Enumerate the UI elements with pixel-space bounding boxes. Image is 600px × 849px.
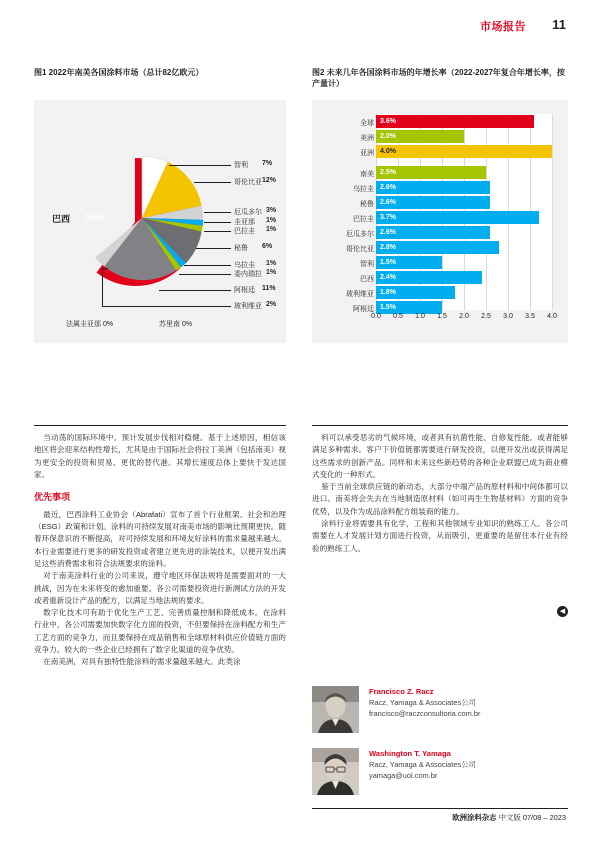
bar-value-brazil: 2.4%: [380, 274, 396, 281]
bar-label-argentina: 阿根廷: [353, 306, 374, 313]
xtick-7: 3.5: [525, 313, 535, 320]
end-of-article-icon: ◀: [557, 606, 568, 617]
bar-value-global: 3.6%: [380, 118, 396, 125]
bar-asia: [376, 145, 552, 158]
bar-label-chile: 智利: [360, 261, 374, 268]
footer-magazine: 欧洲涂料杂志: [452, 813, 497, 822]
pie-legend-value-ecuador: 3%: [266, 207, 277, 214]
bar-value-south-america: 2.5%: [380, 169, 396, 176]
bar-global: [376, 115, 534, 128]
author-email[interactable]: yamaga@uol.com.br: [369, 771, 438, 780]
bar-row-chile: [360, 256, 552, 269]
bar-value-argentina: 1.5%: [380, 304, 396, 311]
bar-row-americas: [360, 130, 552, 143]
bar-value-americas: 2.0%: [380, 133, 396, 140]
bar-row-peru: [360, 196, 552, 209]
bar-row-asia: [360, 145, 552, 158]
paragraph: 数字化技术可有助于优化生产工艺、完善质量控制和降低成本。在涂料行业中，各公司需要加快数字化方面的投资，不但要保持在涂料配方和生产工艺方面的竞争力，而且要保持在成品销售和全球原材料供应价值链方面的竞争力。较大的一些企业已经拥有了数字化渠道的竞争优势。: [34, 608, 286, 655]
pie-legend-value-bolivia: 2%: [266, 301, 277, 308]
pie-value-brazil: 55%: [86, 212, 105, 222]
bar-label-global: 全球: [360, 120, 374, 127]
pie-legend-value-guyana: 1%: [266, 217, 277, 224]
pie-label-suriname: 苏里南 0%: [159, 321, 193, 328]
bar-row-colombia: [346, 241, 552, 254]
pie-legend-label-venezuela: 委内瑞拉: [234, 271, 262, 278]
pie-legend-value-venezuela: 1%: [266, 269, 277, 276]
xtick-0: 0.0: [371, 313, 381, 320]
bar-value-chile: 1.5%: [380, 259, 396, 266]
bar-row-ecuador: [346, 226, 552, 239]
bar-label-asia: 亚洲: [360, 150, 374, 157]
xtick-6: 3.0: [503, 313, 513, 320]
footer-rule: [312, 808, 568, 809]
xtick-3: 1.5: [437, 313, 447, 320]
pie-legend-value-paraguay: 1%: [266, 226, 277, 233]
pie-wrapper: [34, 100, 286, 343]
pie-legend-label-argentina: 阿根廷: [234, 287, 255, 294]
bar-row-uruguay: [353, 181, 552, 194]
page-number: 11: [552, 17, 566, 32]
xtick-4: 2.0: [459, 313, 469, 320]
bar-paraguay: [376, 211, 539, 224]
pie-legend-label-chile: 智利: [234, 162, 248, 169]
author-org: Racz, Yamaga & Associates公司: [369, 698, 476, 707]
bar-row-bolivia: [346, 286, 552, 299]
bar-label-south-america: 南美: [360, 171, 374, 178]
bar-row-paraguay: [353, 211, 552, 224]
pie-legend-label-peru: 秘鲁: [234, 245, 248, 252]
header-title: 市场报告: [480, 21, 526, 33]
body-column-right: [312, 432, 568, 555]
bar-label-americas: 美洲: [360, 135, 374, 142]
bar-value-colombia: 2.8%: [380, 244, 396, 251]
avatar: [312, 748, 359, 795]
bar-label-bolivia: 玻利维亚: [346, 291, 374, 298]
bar-value-bolivia: 1.8%: [380, 289, 396, 296]
pie-legend-label-colombia: 哥伦比亚: [234, 179, 262, 186]
paragraph: 对于南美涂料行业的公司来说，遵守地区环保法规将是需要面对的一大挑战，因为在未来将变的愈加重要。各公司需要投资进行新测试方法的开发或者重新设计产品的配方，以满足当地法规的要求。: [34, 571, 286, 605]
paragraph: 料可以承受恶劣的气候环境，或者具有抗菌性能、自修复性能。或者能够满足多种需求。客户下价值链都需要进行研发投资，以便开发出或获得满足这些需求的创新产品。同样和未来这些新趋势的各种企业联盟已成为商业模式变化的一种形式。: [312, 433, 568, 479]
pie-legend-value-uruguay: 1%: [266, 260, 277, 267]
bar-label-paraguay: 巴拉圭: [353, 216, 374, 223]
pie-legend-label-paraguay: 巴拉圭: [234, 228, 255, 235]
figure1-pie-chart: [34, 100, 286, 343]
bar-label-peru: 秘鲁: [360, 201, 374, 208]
paragraph: 最近，巴西涂料工业协会（Abrafati）宣布了首个行业框架、社会和治理（ESG）政策和计划。涂料的可持续发展对南美市场的影响比预期更快。随着环保意识的不断提高，对可持续发展和环境友好涂料的需求量越来越大。本行业需要进行更多的研发投资或者建立更先进的涂装技术，以便开发出满足这些消费需求和符合法规要求的涂料。: [34, 509, 286, 568]
bar-label-ecuador: 厄瓜多尔: [346, 231, 374, 238]
author-name: Francisco Z. Racz: [369, 687, 434, 696]
xtick-1: 0.5: [393, 313, 403, 320]
pie-legend-value-peru: 6%: [262, 243, 273, 250]
bar-value-asia: 4.0%: [380, 148, 396, 155]
figure2-bar-chart: [312, 100, 568, 343]
bar-label-uruguay: 乌拉圭: [353, 186, 374, 193]
bar-value-ecuador: 2.6%: [380, 229, 396, 236]
pie-legend-value-argentina: 11%: [262, 285, 276, 292]
page-header: [0, 0, 600, 36]
body-column-left: [34, 432, 286, 669]
author-block-2: [312, 748, 568, 803]
pie-legend-label-bolivia: 玻利维亚: [234, 303, 262, 310]
bar-plot-area: [346, 114, 552, 313]
figure2-title: 图2 未来几年各国涂料市场的年增长率（2022-2027年复合年增长率，按产量计）: [312, 68, 565, 88]
xtick-5: 2.5: [481, 313, 491, 320]
pie-legend-value-chile: 7%: [262, 160, 273, 167]
bar-value-uruguay: 2.6%: [380, 184, 396, 191]
pie-legend-value-colombia: 12%: [262, 177, 277, 184]
author-org: Racz, Yamaga & Associates公司: [369, 760, 476, 769]
pie-legend-label-guyana: 圭亚那: [234, 219, 255, 226]
pie-label-french-guiana: 法属圭亚那 0%: [66, 321, 114, 328]
pie-legend-label-uruguay: 乌拉圭: [234, 262, 255, 269]
author-block-1: [312, 686, 568, 741]
bar-value-paraguay: 3.7%: [380, 214, 396, 221]
paragraph: 在南美洲，对具有独特性能涂料的需求量越来越大。此类涂: [43, 657, 241, 667]
paragraph: 鉴于当前全球供应链的新动态，大部分中端产品的原材料和中间体都可以进口。南美将会失去在当地制造原材料（如可再生生物基材料）方面的竞争优势，以及作为成品涂料配方组装商的能力。: [312, 482, 568, 516]
bar-value-peru: 2.6%: [380, 199, 396, 206]
bar-label-brazil: 巴西: [360, 276, 374, 283]
author-name: Washington T. Yamaga: [369, 749, 451, 758]
column-rule-right: [312, 425, 568, 426]
pie-label-brazil: 巴西: [52, 214, 71, 224]
paragraph: 涂料行业将需要具有化学，工程和其他领域专业知识的熟练工人。各公司需要在人才发展计划方面进行投资，从而吸引，更重要的是留住本行业有经验的熟练工人。: [312, 519, 568, 553]
pie-legend-label-ecuador: 厄瓜多尔: [234, 209, 262, 216]
bar-label-colombia: 哥伦比亚: [346, 246, 374, 253]
footer-edition: 中文版 07/08 – 2023: [498, 813, 566, 822]
paragraph: 当动荡的国际环境中。预计发展步伐相对稳健。基于上述原因，相信该地区将会迎来结构性增长，尤其是由于国际社会将拉丁美洲（包括南美）视为更安全的投资和贸易、更优的替代港。其增长速度总体上要快于发达国家。: [34, 433, 286, 479]
bar-row-brazil: [360, 271, 552, 284]
column-rule-left: [34, 425, 286, 426]
xtick-2: 1.0: [415, 313, 425, 320]
section-subhead: 优先事项: [34, 492, 71, 503]
author-email[interactable]: francisco@raczconsultoria.com.br: [369, 709, 481, 718]
figure1-title: 图1 2022年南美各国涂料市场（总计82亿欧元）: [34, 68, 204, 77]
avatar: [312, 686, 359, 733]
footer-text: [452, 812, 566, 823]
bar-row-south-america: [360, 166, 552, 179]
bar-row-global: [360, 115, 552, 128]
xtick-8: 4.0: [547, 313, 557, 320]
